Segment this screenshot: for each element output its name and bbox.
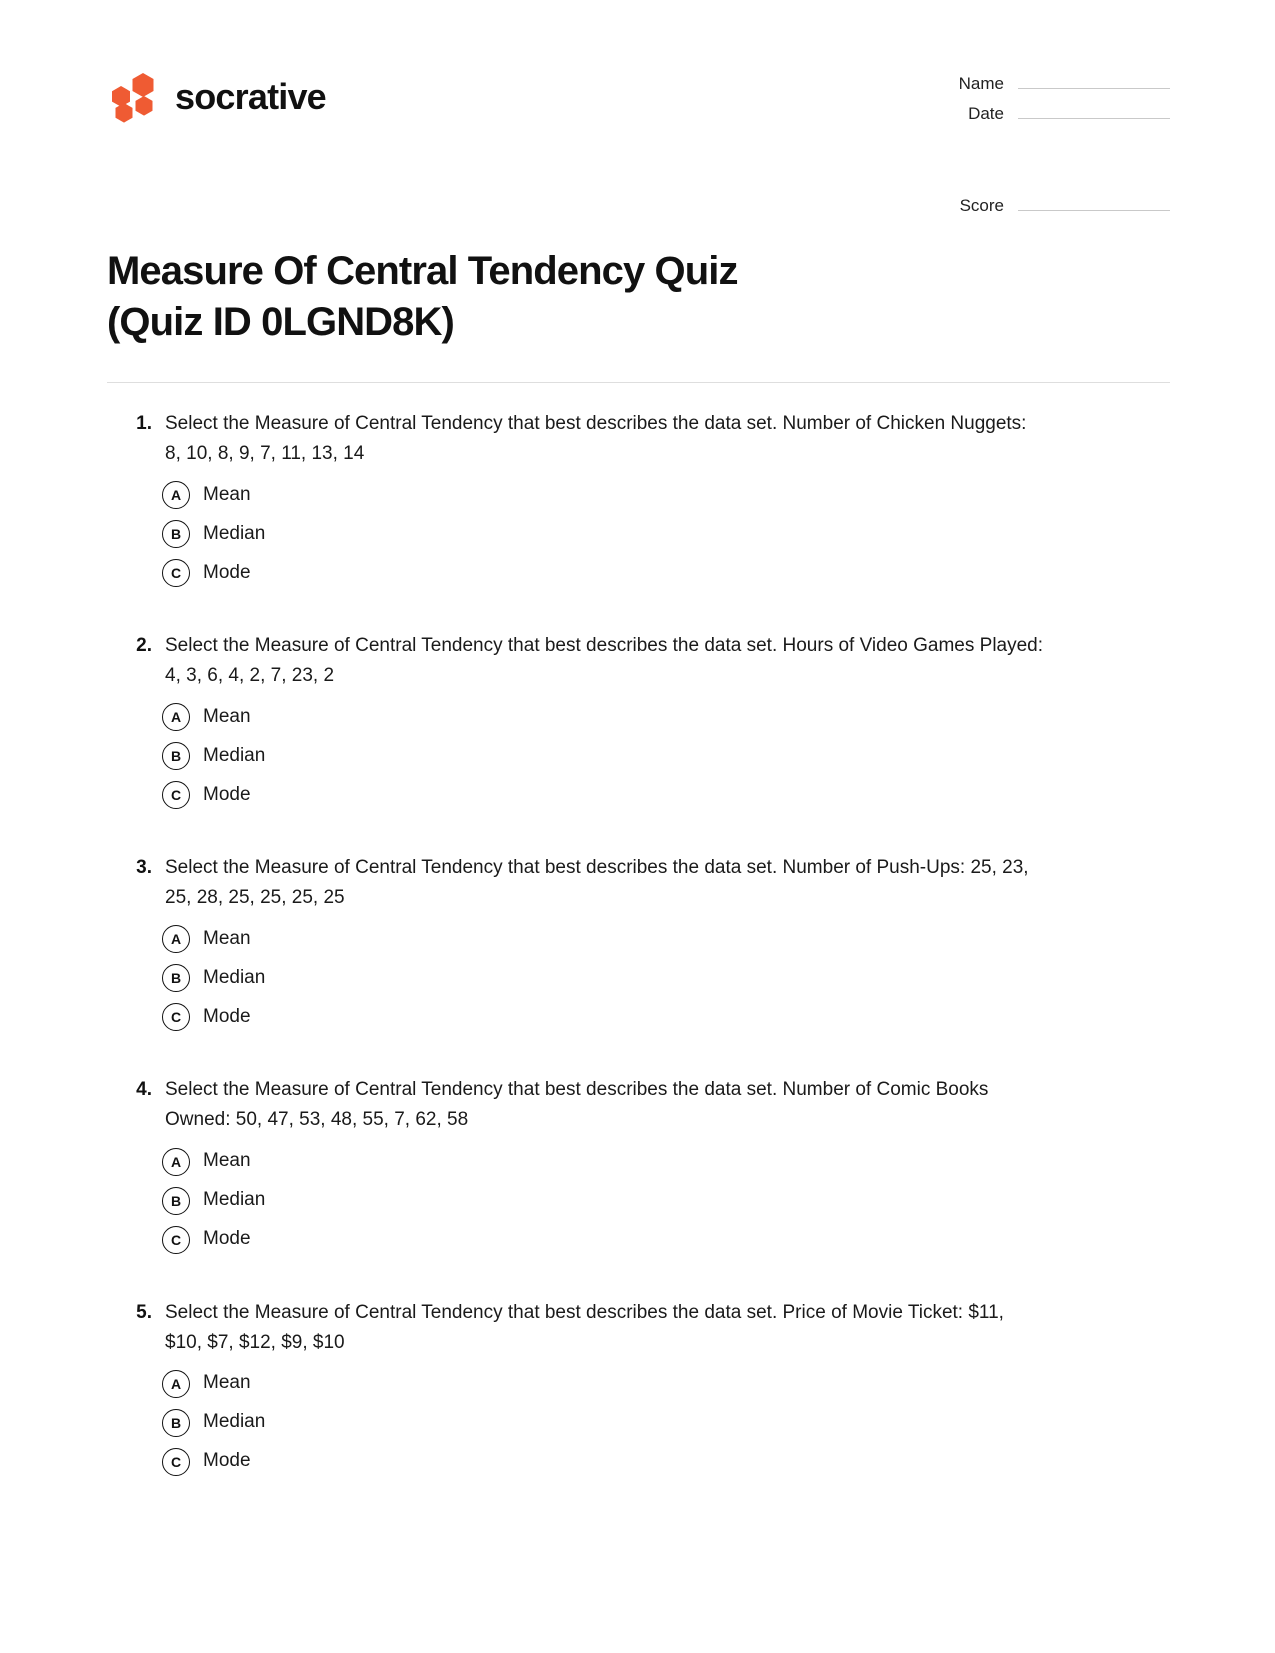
- choice-option[interactable]: [107, 520, 1170, 548]
- socrative-brand: [107, 60, 326, 124]
- choice-option[interactable]: [107, 703, 1170, 731]
- choice-list: [107, 925, 1170, 1031]
- brand-name: socrative: [175, 76, 326, 117]
- question-text: Select the Measure of Central Tendency that best describes the data set. Number of Comic Books Owned: 50, 47, 53, 48, 55, 7, 62, 58: [165, 1079, 989, 1131]
- page-title: Measure Of Central Tendency Quiz (Quiz ID 0LGND8K): [107, 249, 738, 345]
- question-item: [107, 631, 1170, 809]
- choice-label: Mode: [203, 784, 251, 806]
- choice-label: Mean: [203, 928, 251, 950]
- question-number: 4.: [136, 1079, 152, 1101]
- choice-bubble[interactable]: A: [162, 925, 190, 953]
- socrative-hexagon-logo-icon: [107, 70, 161, 124]
- name-label: Name: [958, 74, 1004, 93]
- question-header: [107, 631, 1170, 691]
- question-header: [107, 409, 1170, 469]
- date-input-line[interactable]: [1018, 102, 1170, 119]
- question-header: [107, 1075, 1170, 1135]
- choice-option[interactable]: [107, 481, 1170, 509]
- choice-option[interactable]: [107, 1409, 1170, 1437]
- choice-bubble[interactable]: B: [162, 520, 190, 548]
- choice-bubble[interactable]: B: [162, 742, 190, 770]
- question-text: Select the Measure of Central Tendency that best describes the data set. Hours of Video Games Played: 4, 3, 6, 4, 2, 7, 23, 2: [165, 635, 1044, 687]
- choice-option[interactable]: [107, 1448, 1170, 1476]
- score-input-line[interactable]: [1018, 194, 1170, 211]
- choice-label: Mean: [203, 1150, 251, 1172]
- question-number: 2.: [136, 635, 152, 657]
- choice-label: Mode: [203, 1006, 251, 1028]
- date-field-row: [925, 102, 1170, 124]
- question-item: [107, 853, 1170, 1031]
- question-text: Select the Measure of Central Tendency that best describes the data set. Price of Movie Ticket: $11, $10, $7, $12, $9, $10: [165, 1301, 1004, 1353]
- question-number: 1.: [136, 413, 152, 435]
- choice-bubble[interactable]: C: [162, 559, 190, 587]
- name-field-row: [925, 72, 1170, 94]
- choice-option[interactable]: [107, 964, 1170, 992]
- meta-spacer: [925, 132, 1170, 194]
- score-field-row: [925, 194, 1170, 216]
- questions-list: [0, 383, 1275, 1475]
- question-text: Select the Measure of Central Tendency that best describes the data set. Number of Push-Ups: 25, 23, 25, 28, 25, 25, 25, 25: [165, 857, 1029, 909]
- choice-option[interactable]: [107, 742, 1170, 770]
- question-item: [107, 409, 1170, 587]
- choice-label: Mean: [203, 1372, 251, 1394]
- choice-list: [107, 1370, 1170, 1476]
- choice-label: Mode: [203, 1228, 251, 1250]
- choice-label: Mode: [203, 562, 251, 584]
- choice-label: Median: [203, 1189, 266, 1211]
- name-input-line[interactable]: [1018, 72, 1170, 89]
- choice-option[interactable]: [107, 1370, 1170, 1398]
- choice-bubble[interactable]: B: [162, 1409, 190, 1437]
- choice-bubble[interactable]: A: [162, 1370, 190, 1398]
- student-info-block: [925, 60, 1170, 224]
- choice-bubble[interactable]: A: [162, 703, 190, 731]
- choice-bubble[interactable]: B: [162, 964, 190, 992]
- choice-label: Median: [203, 745, 266, 767]
- choice-label: Mode: [203, 1450, 251, 1472]
- choice-bubble[interactable]: B: [162, 1187, 190, 1215]
- date-label: Date: [968, 104, 1004, 123]
- question-number: 5.: [136, 1301, 152, 1323]
- question-header: [107, 853, 1170, 913]
- choice-option[interactable]: [107, 1148, 1170, 1176]
- question-header: [107, 1298, 1170, 1358]
- choice-bubble[interactable]: C: [162, 781, 190, 809]
- score-label: Score: [959, 196, 1004, 215]
- title-block: [0, 224, 1275, 348]
- choice-label: Median: [203, 967, 266, 989]
- choice-bubble[interactable]: A: [162, 481, 190, 509]
- choice-bubble[interactable]: A: [162, 1148, 190, 1176]
- choice-label: Mean: [203, 484, 251, 506]
- choice-bubble[interactable]: C: [162, 1226, 190, 1254]
- choice-list: [107, 703, 1170, 809]
- choice-option[interactable]: [107, 1226, 1170, 1254]
- choice-bubble[interactable]: C: [162, 1448, 190, 1476]
- choice-label: Median: [203, 523, 266, 545]
- choice-bubble[interactable]: C: [162, 1003, 190, 1031]
- page-header: [0, 0, 1275, 224]
- choice-option[interactable]: [107, 1003, 1170, 1031]
- choice-label: Median: [203, 1411, 266, 1433]
- choice-list: [107, 481, 1170, 587]
- choice-option[interactable]: [107, 781, 1170, 809]
- question-item: [107, 1075, 1170, 1253]
- question-item: [107, 1298, 1170, 1476]
- question-text: Select the Measure of Central Tendency that best describes the data set. Number of Chicken Nuggets: 8, 10, 8, 9, 7, 11, 13, 14: [165, 413, 1027, 465]
- choice-option[interactable]: [107, 1187, 1170, 1215]
- choice-label: Mean: [203, 706, 251, 728]
- choice-option[interactable]: [107, 925, 1170, 953]
- choice-list: [107, 1148, 1170, 1254]
- question-number: 3.: [136, 857, 152, 879]
- choice-option[interactable]: [107, 559, 1170, 587]
